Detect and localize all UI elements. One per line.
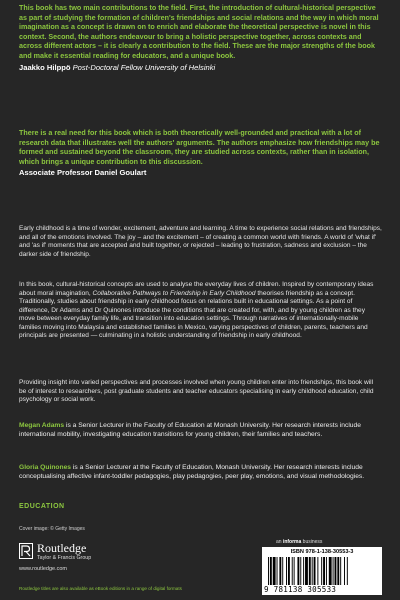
barcode-bar <box>309 557 311 585</box>
publisher-logo <box>19 541 139 575</box>
barcode-digits: 9 781138 305533 <box>264 585 337 594</box>
author-name: Gloria Quinones <box>19 464 72 471</box>
author-bio-text: is a Senior Lecturer in the Faculty of Education at Monash University. Her research interests include international mobility, investigating education transitions for young children, their families and teachers. <box>19 422 361 438</box>
publisher-name: Routledge <box>37 541 87 555</box>
review-attribution <box>19 168 382 178</box>
author-bio-1 <box>19 422 382 439</box>
barcode-bar <box>326 557 327 585</box>
author-bio-text: is a Senior Lecturer at the Faculty of Education, Monash University. Her research interests include conceptualising affective infant-toddler pedagogies, play pedagogies, peer play, emotions, and visual methodologies. <box>19 464 365 480</box>
barcode-bar <box>337 557 339 585</box>
barcode-bar <box>268 557 269 585</box>
barcode-bar <box>292 557 293 585</box>
barcode-bar <box>323 557 325 585</box>
barcode-bar <box>340 557 341 585</box>
review-blurb-1 <box>19 4 382 73</box>
barcode-bar <box>344 557 345 585</box>
reviewer-name: Associate Professor Daniel Goulart <box>19 168 147 178</box>
author-bio-2 <box>19 464 382 481</box>
barcode-bar <box>297 557 299 585</box>
reviewer-name: Jaakko Hilppö <box>19 62 71 72</box>
barcode-bar <box>286 557 287 585</box>
review-text: This book has two main contributions to the field. First, the introduction of cultural-historical perspective as part of studying the formation of children's friendships and social relations and the way in which moral imagination as a concept is drawn on to enrich and elaborate the theoretical perspective is novel in this context. Second, the authors endeavour to bring a holistic perspective together, across contexts and across different actors – it is clearly a contribution to the field. These are the major strengths of the book and make it essential reading for educators, and a unique book. <box>19 4 379 60</box>
barcode-bar <box>305 557 308 585</box>
barcode-bar <box>312 557 313 585</box>
subject-category: EDUCATION <box>19 503 65 510</box>
barcode-bar <box>300 557 301 585</box>
description-paragraph-2 <box>19 281 382 341</box>
review-blurb-2 <box>19 129 382 178</box>
isbn-label: ISBN 978-1-138-30553-3 <box>290 549 354 555</box>
barcode-bar <box>303 557 304 585</box>
barcode-bar <box>329 557 332 585</box>
barcode-bar <box>321 557 322 585</box>
barcode-bar <box>317 557 318 585</box>
author-name: Megan Adams <box>19 422 65 429</box>
barcode-bar <box>270 557 272 585</box>
cover-image-credit: Cover image: © Getty Images <box>19 526 85 532</box>
barcode-bar <box>314 557 316 585</box>
description-paragraph-3: Providing insight into varied perspectives and processes involved when young children enter into friendships, this book will be of interest to researchers, post graduate students and teacher educators specialising in early childhood education, child psychology or social work. <box>19 379 374 404</box>
review-text: There is a real need for this book which is both theoretically well-grounded and practical with a lot of research data that illustrates well the authors' arguments. The authors emphasize how friendships may be formed and sustained beyond the classroom, they are studied across contexts, rather than in isolation, which brings a unique contribution to this discussion. <box>19 129 380 166</box>
barcode-bars <box>268 557 376 585</box>
informa-tagline <box>276 539 322 545</box>
routledge-logo-icon <box>19 543 33 559</box>
barcode-bar <box>273 557 276 585</box>
reviewer-role: Post-Doctoral Fellow University of Helsinki <box>72 62 216 72</box>
ebook-note: Routledge titles are also available as eBook editions in a range of digital formats <box>19 586 182 591</box>
informa-prefix: an <box>276 539 283 545</box>
barcode-bar <box>294 557 295 585</box>
paragraph-text: theorises friendship as a concept. Traditionally, studies about friendship in early childhood focus on relations built in educational settings. As a point of difference, Dr Adams and Dr Quinones introduce the conditions that are created for, with, and by young children as they move between everyday family life, and transition into education settings. Through narratives of internationally-mobile families moving into Malaysia and established families in Mexico, varying perspectives of children, parents, teachers and principals are presented — culminating in a holistic understanding of friendship in early childhood. <box>19 289 368 340</box>
barcode-bar <box>282 557 283 585</box>
barcode-bar <box>333 557 334 585</box>
review-attribution <box>19 63 382 73</box>
publisher-group: Taylor & Francis Group <box>37 555 92 561</box>
description-paragraph-1: Early childhood is a time of wonder, excitement, adventure and learning. A time to experience social relations and friendships, and all of the emotions involved. The joy – and the excitement – of creating a common world with friends. A world of 'what if' and 'as if' moments that are accepted and built together, or rejected – leading to frustration, sadness and exclusion – the darker side of friendship. <box>19 225 382 258</box>
isbn-barcode <box>262 547 382 595</box>
barcode-bar <box>277 557 278 585</box>
publisher-url: www.routledge.com <box>19 566 67 572</box>
informa-brand: informa <box>282 539 302 545</box>
barcode-bar <box>288 557 290 585</box>
barcode-bar <box>347 557 348 585</box>
book-title: Collaborative Pathways to Friendship in Early Childhood <box>92 289 256 297</box>
paragraph-text: In this book, cultural-historical concepts are used to analyse the everyday lives of children. Inspired by contemporary ideas about moral imagination, <box>19 281 374 297</box>
barcode-bar <box>335 557 337 585</box>
informa-suffix: business <box>301 539 323 545</box>
barcode-bar <box>279 557 281 585</box>
